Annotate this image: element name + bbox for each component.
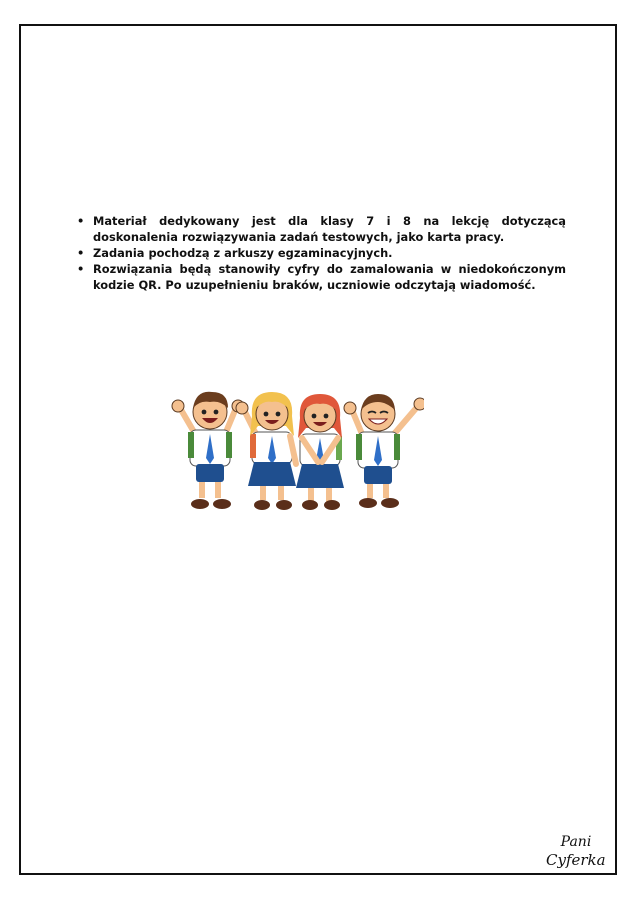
student-boy-right	[344, 394, 424, 508]
bullet-item	[74, 245, 566, 261]
info-bullet-list	[74, 213, 566, 293]
cheering-students-illustration	[166, 386, 424, 514]
bullet-item	[74, 261, 566, 293]
bullet-dot: •	[77, 246, 85, 260]
student-girl-blonde	[236, 392, 296, 510]
signature-line-2: Cyferka	[546, 851, 606, 869]
bullet-text: Rozwiązania będą stanowiły cyfry do zamalowania w niedokończonym kodzie QR. Po uzupełnieniu braków, uczniowie odczytają wiadomość.	[93, 262, 566, 292]
bullet-text: Materiał dedykowany jest dla klasy 7 i 8 na lekcję dotyczącą doskonalenia rozwiązywania zadań testowych, jako karta pracy.	[93, 214, 566, 244]
student-girl-redhead	[296, 394, 344, 510]
bullet-dot: •	[77, 214, 85, 228]
bullet-item	[74, 213, 566, 245]
bullet-text: Zadania pochodzą z arkuszy egzaminacyjnych.	[93, 246, 393, 260]
author-signature	[548, 833, 604, 875]
signature-line-1: Pani	[560, 834, 592, 850]
bullet-dot: •	[77, 262, 85, 276]
student-boy-left	[172, 392, 244, 509]
